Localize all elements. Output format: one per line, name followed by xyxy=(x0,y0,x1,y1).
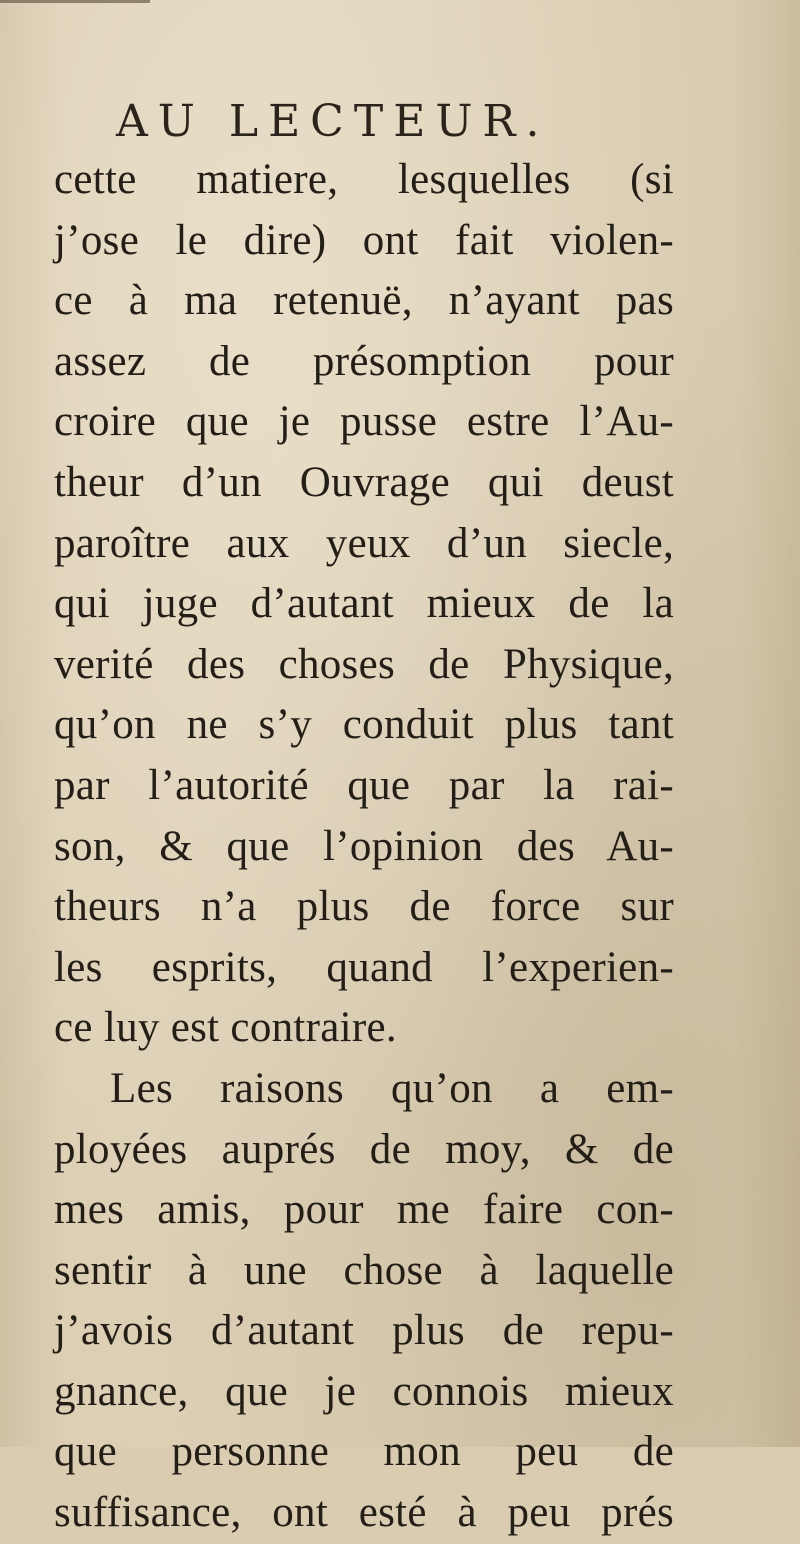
running-head: AU LECTEUR. xyxy=(116,96,550,147)
text-line: verité des choses de Physique, xyxy=(54,640,674,688)
text-line: gnance, que je connois mieux xyxy=(54,1367,674,1415)
body-text xyxy=(54,150,674,1544)
text-line: suffisance, ont esté à peu prés xyxy=(54,1489,674,1537)
text-line: les esprits, quand l’experien- xyxy=(54,943,674,991)
text-line: que personne mon peu de xyxy=(54,1428,674,1476)
paragraph-start-line: Les raisons qu’on a em- xyxy=(110,1064,674,1112)
text-line: j’ose le dire) ont fait violen- xyxy=(54,216,674,264)
text-line: assez de présomption pour xyxy=(54,337,674,385)
text-line: cette matiere, lesquelles (si xyxy=(54,156,674,203)
page-edge-rule xyxy=(0,0,150,3)
text-line: croire que je pusse estre l’Au- xyxy=(54,398,674,446)
text-line: paroître aux yeux d’un siecle, xyxy=(54,519,674,567)
text-line: qu’on ne s’y conduit plus tant xyxy=(54,701,674,749)
text-line: ce à ma retenuë, n’ayant pas xyxy=(54,277,674,325)
text-line: theur d’un Ouvrage qui deust xyxy=(54,458,674,506)
text-line: mes amis, pour me faire con- xyxy=(54,1186,674,1234)
text-line: theurs n’a plus de force sur xyxy=(54,883,674,931)
text-line: sentir à une chose à laquelle xyxy=(54,1246,674,1294)
text-line: qui juge d’autant mieux de la xyxy=(54,580,674,628)
text-line: ployées auprés de moy, & de xyxy=(54,1125,674,1173)
text-line: son, & que l’opinion des Au- xyxy=(54,822,674,870)
paragraph-end-line: ce luy est contraire. xyxy=(54,1004,397,1052)
text-line: par l’autorité que par la rai- xyxy=(54,761,674,809)
text-line: j’avois d’autant plus de repu- xyxy=(54,1307,674,1355)
